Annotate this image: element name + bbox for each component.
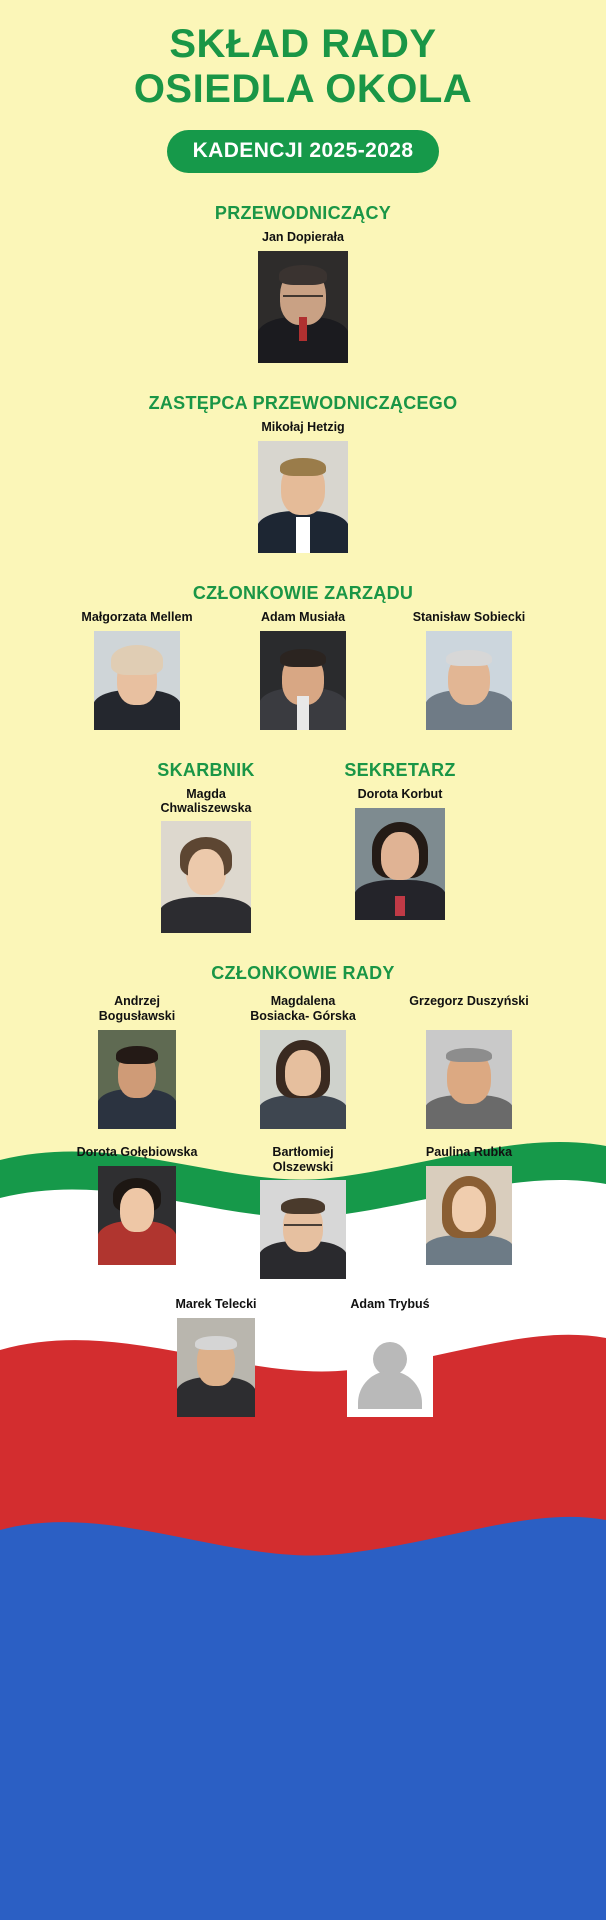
person-name: Adam Trybuś [350,1296,430,1311]
placeholder-avatar-icon [347,1318,433,1417]
person-card [407,994,531,1129]
person-card [328,1297,452,1417]
person-name: Andrzej Bogusławski [98,994,176,1023]
person-name: Grzegorz Duszyński [409,994,529,1009]
person-row [10,230,596,363]
person-card [75,610,199,730]
person-card [75,1145,199,1265]
portrait-magdalena-bosiacka-gorska [260,1030,346,1129]
portrait-dorota-korbut [355,808,445,920]
section-skarbnik-sekretarz [10,760,596,934]
person-row [10,420,596,553]
person-card [144,760,268,934]
person-name: Małgorzata Mellem [81,609,193,624]
portrait-marek-telecki [177,1318,255,1417]
section-title-sekretarz: SEKRETARZ [344,759,456,780]
portrait-grzegorz-duszynski [426,1030,512,1129]
person-card [75,994,199,1129]
person-name: Mikołaj Hetzig [261,419,345,434]
portrait-dorota-golebiowska [98,1166,176,1265]
person-row [10,994,596,1129]
portrait-magda-chwaliszewska [161,821,251,933]
person-name: Stanisław Sobiecki [412,609,526,624]
section-title-przewodniczacy: PRZEWODNICZĄCY [214,202,392,223]
person-row [10,760,596,934]
person-name: Dorota Korbut [357,786,443,801]
person-name: Magdalena Bosiacka- Górska [250,994,356,1023]
portrait-stanislaw-sobiecki [426,631,512,730]
portrait-mikolaj-hetzig [258,441,348,553]
person-card [407,610,531,730]
person-name: Dorota Gołębiowska [76,1145,198,1160]
page-title-line-1: SKŁAD RADY [169,22,437,66]
person-card [241,994,365,1129]
section-title-zastepca: ZASTĘPCA PRZEWODNICZĄCEGO [148,392,458,413]
term-badge: KADENCJI 2025-2028 [167,130,440,173]
person-card [154,1297,278,1417]
portrait-adam-musiala [260,631,346,730]
person-card [338,760,462,920]
portrait-bartlomiej-olszewski [260,1180,346,1279]
portrait-malgorzata-mellem [94,631,180,730]
section-title-czlonkowie-zarzadu: CZŁONKOWIE ZARZĄDU [192,582,414,603]
section-zastepca-przewodniczacego [10,393,596,553]
person-row [10,1297,596,1417]
person-card [241,1145,365,1279]
person-name: Bartłomiej Olszewski [272,1145,334,1174]
person-card [241,230,365,363]
person-card [241,610,365,730]
person-row [10,610,596,730]
title-block [10,0,596,173]
person-card [407,1145,531,1265]
section-czlonkowie-zarzadu [10,583,596,730]
section-title-skarbnik: SKARBNIK [157,759,255,780]
portrait-paulina-rubka [426,1166,512,1265]
person-row [10,1145,596,1279]
person-name: Paulina Rubka [425,1145,513,1160]
section-przewodniczacy [10,203,596,363]
portrait-jan-dopierala [258,251,348,363]
section-title-czlonkowie-rady: CZŁONKOWIE RADY [211,963,395,984]
person-name: Adam Musiała [260,609,346,624]
portrait-andrzej-boguslawski [98,1030,176,1129]
person-name: Marek Telecki [175,1296,257,1311]
section-czlonkowie-rady [10,963,596,1417]
person-name: Magda Chwaliszewska [160,786,252,816]
person-name: Jan Dopierała [262,229,344,244]
person-card [241,420,365,553]
page-title-line-2: OSIEDLA OKOLA [133,66,473,111]
